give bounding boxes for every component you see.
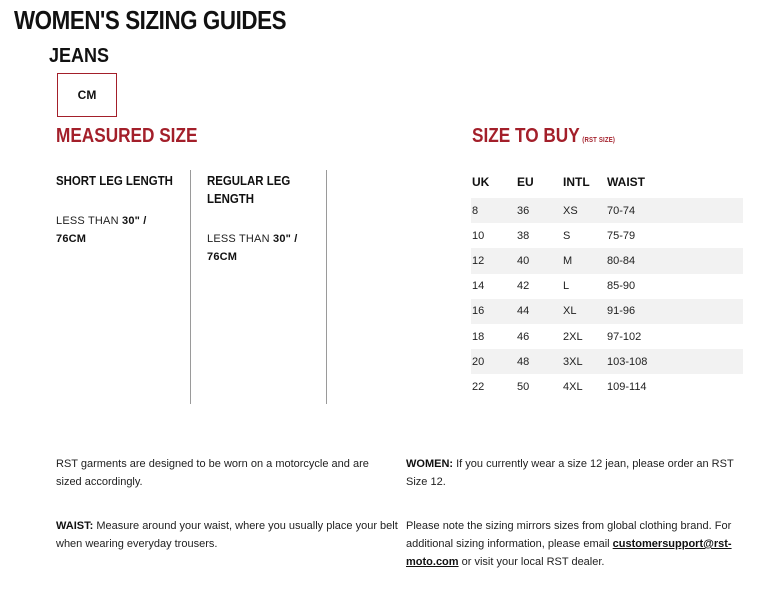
column-header-uk: UK [472, 174, 490, 189]
short-leg-value [56, 212, 176, 248]
women-note-text: If you currently wear a size 12 jean, please order an RST Size 12. [406, 458, 734, 488]
table-cell: 70-74 [607, 198, 743, 223]
table-row [471, 198, 743, 223]
table-cell: 50 [517, 380, 530, 393]
table-cell: 10 [472, 229, 485, 242]
table-cell: 22 [472, 380, 485, 393]
regular-leg-label [207, 172, 290, 208]
table-cell: 12 [471, 248, 517, 273]
table-cell: 103-108 [607, 349, 743, 374]
table-cell: 40 [517, 248, 563, 273]
women-note-label: WOMEN: [406, 458, 454, 470]
table-row [471, 248, 743, 273]
regular-leg-label-line1: REGULAR LEG [207, 173, 291, 188]
table-cell: 3XL [563, 349, 607, 374]
table-cell: 46 [517, 330, 530, 343]
table-cell: 38 [517, 229, 530, 242]
regular-leg-value [207, 230, 322, 266]
table-cell: M [563, 248, 607, 273]
table-cell: 97-102 [607, 330, 642, 343]
page-title: WOMEN'S SIZING GUIDES [14, 5, 287, 35]
table-cell: 14 [472, 280, 485, 293]
waist-note-label: WAIST: [56, 520, 94, 532]
size-to-buy-heading [472, 125, 615, 148]
table-cell: 2XL [563, 330, 583, 343]
women-note [406, 455, 751, 491]
table-row [471, 349, 743, 374]
unit-toggle-cm-button[interactable]: CM [57, 73, 117, 117]
sizing-mirror-text: Please note the sizing mirrors sizes from global clothing brand. For additional sizing information, please email [406, 520, 732, 550]
table-cell: 75-79 [607, 229, 636, 242]
table-cell: 80-84 [607, 248, 743, 273]
table-row [471, 274, 743, 299]
rst-size-note: (RST SIZE) [582, 137, 616, 144]
table-row [471, 324, 743, 349]
table-row [471, 299, 743, 324]
table-cell: 18 [472, 330, 485, 343]
rst-garments-note: RST garments are designed to be worn on a motorcycle and are sized accordingly. [56, 458, 369, 488]
support-email-link[interactable]: customersupport@rst-moto.com [406, 538, 732, 568]
sizing-mirror-tail: or visit your local RST dealer. [458, 556, 605, 568]
size-to-buy-heading-text: SIZE TO BUY [472, 125, 580, 147]
table-cell: 91-96 [607, 299, 743, 324]
table-cell: 44 [517, 299, 563, 324]
table-cell: 109-114 [607, 380, 647, 393]
table-cell: 48 [517, 349, 563, 374]
column-header-intl: INTL [563, 174, 590, 189]
regular-leg-value-bold: 30" / 76CM [207, 233, 298, 263]
table-cell: 8 [471, 198, 517, 223]
waist-note-text: Measure around your waist, where you usually place your belt when wearing everyday trousers. [56, 520, 398, 550]
page-subtitle: JEANS [49, 45, 110, 67]
table-cell: XS [563, 198, 607, 223]
regular-leg-value-prefix: LESS THAN [207, 233, 273, 245]
table-cell: L [563, 280, 570, 293]
column-header-waist: WAIST [607, 174, 645, 189]
table-cell: XL [563, 299, 607, 324]
size-table-header [471, 165, 743, 198]
table-cell: 42 [517, 280, 530, 293]
table-row [471, 223, 743, 248]
size-table [471, 165, 743, 400]
table-cell: 16 [471, 299, 517, 324]
short-leg-value-bold: 30" / 76CM [56, 215, 147, 245]
waist-note [56, 517, 401, 553]
column-header-eu: EU [517, 174, 534, 189]
table-row [471, 374, 743, 399]
column-divider [326, 170, 327, 404]
short-leg-value-prefix: LESS THAN [56, 215, 122, 227]
table-cell: S [563, 229, 571, 242]
short-leg-label: SHORT LEG LENGTH [56, 173, 173, 188]
table-cell: 20 [471, 349, 517, 374]
table-cell: 4XL [563, 380, 583, 393]
table-cell: 36 [517, 198, 563, 223]
column-divider [190, 170, 191, 404]
table-cell: 85-90 [607, 280, 636, 293]
measured-size-heading: MEASURED SIZE [56, 125, 198, 147]
regular-leg-label-line2: LENGTH [207, 191, 255, 206]
sizing-mirror-note [406, 517, 736, 571]
